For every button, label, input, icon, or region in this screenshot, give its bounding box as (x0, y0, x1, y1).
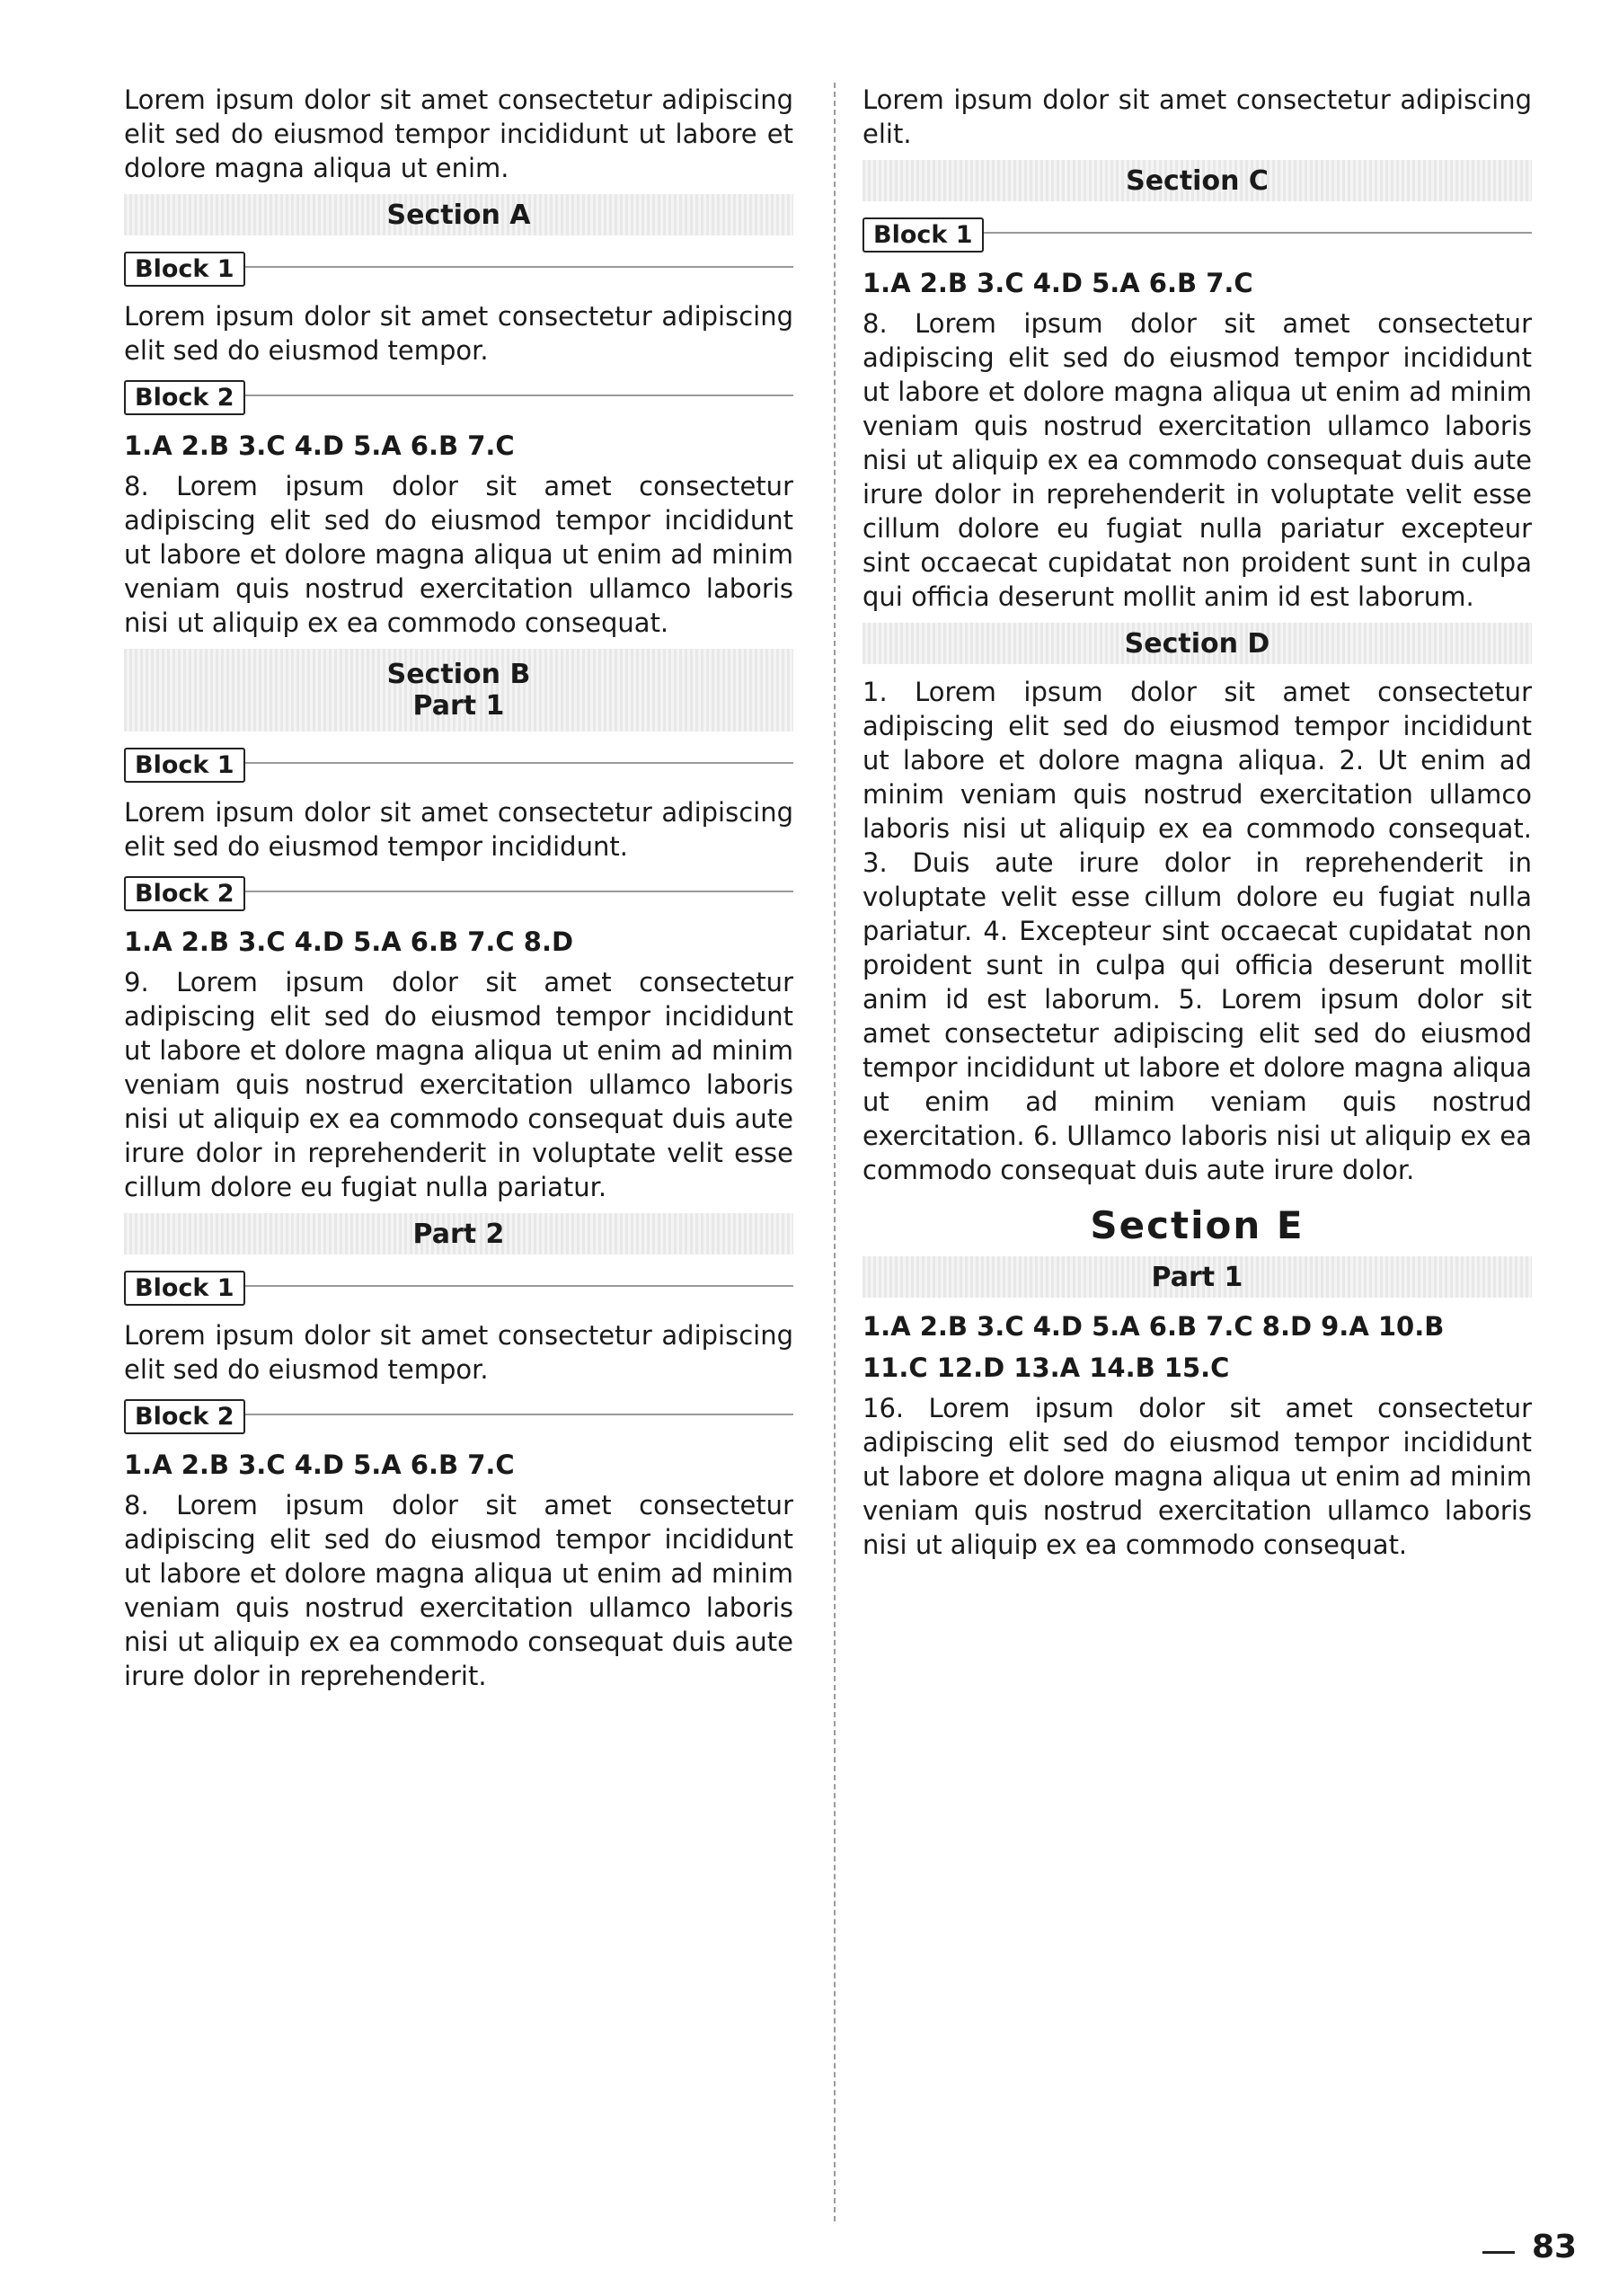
page-dash (1482, 2251, 1515, 2254)
page-number: 83 (1532, 2229, 1578, 2265)
section-e-title: Section E (1090, 1203, 1305, 1247)
answers-c: 1.A 2.B 3.C 4.D 5.A 6.B 7.C (124, 1449, 515, 1480)
keywords-a: Lorem ipsum dolor sit amet consectetur adipiscing elit sed do eiusmod tempor. (124, 301, 793, 366)
section-e1-title: Part 1 (862, 1256, 1532, 1298)
answers-b: 1.A 2.B 3.C 4.D 5.A 6.B 7.C 8.D (124, 926, 574, 957)
block-tag: Block 1 (124, 748, 245, 783)
right-column (862, 83, 1532, 1565)
section-a-title: Section A (124, 194, 793, 235)
column-divider (834, 83, 836, 2221)
section-b-sub: Part 1 (412, 690, 505, 722)
block-tag: Block 2 (124, 1399, 245, 1434)
answers-e-row1: 1.A 2.B 3.C 4.D 5.A 6.B 7.C 8.D 9.A 10.B (862, 1311, 1445, 1342)
answers-e-row2: 11.C 12.D 13.A 14.B 15.C (862, 1352, 1230, 1383)
section-b-title (124, 649, 793, 731)
question-b9: 9. Lorem ipsum dolor sit amet consectetur adipiscing elit sed do eiusmod tempor incididunt ut labore et dolore magna aliqua ut enim ad minim veniam quis nostrud exercitation ullamco laboris nisi ut aliquip ex ea commodo consequat duis aute irure dolor in reprehenderit in voluptate velit esse cillum dolore eu fugiat nulla pariatur. (124, 967, 793, 1202)
question-c8: 8. Lorem ipsum dolor sit amet consectetur adipiscing elit sed do eiusmod tempor incididunt ut labore et dolore magna aliqua ut enim ad minim veniam quis nostrud exercitation ullamco laboris nisi ut aliquip ex ea commodo consequat duis aute irure dolor in reprehenderit. (124, 1490, 793, 1691)
left-column (124, 83, 793, 1697)
section-d-title: Section D (862, 623, 1532, 664)
right-intro: Lorem ipsum dolor sit amet consectetur adipiscing elit. (862, 84, 1532, 149)
keywords-c: Lorem ipsum dolor sit amet consectetur adipiscing elit sed do eiusmod tempor. (124, 1320, 793, 1385)
question-d8: 8. Lorem ipsum dolor sit amet consectetur adipiscing elit sed do eiusmod tempor incididunt ut labore et dolore magna aliqua ut enim ad minim veniam quis nostrud exercitation ullamco laboris nisi ut aliquip ex ea commodo consequat duis aute irure dolor in reprehenderit in voluptate velit esse cillum dolore eu fugiat nulla pariatur excepteur sint occaecat cupidatat non proident sunt in culpa qui officia deserunt mollit anim id est laborum. (862, 308, 1532, 612)
section-d-body: 1. Lorem ipsum dolor sit amet consectetur adipiscing elit sed do eiusmod tempor incididunt ut labore et dolore magna aliqua. 2. Ut enim ad minim veniam quis nostrud exercitation ullamco laboris nisi ut aliquip ex ea commodo consequat. 3. Duis aute irure dolor in reprehenderit in voluptate velit esse cillum dolore eu fugiat nulla pariatur. 4. Excepteur sint occaecat cupidatat non proident sunt in culpa qui officia deserunt mollit anim id est laborum. 5. Lorem ipsum dolor sit amet consectetur adipiscing elit sed do eiusmod tempor incididunt ut labore et dolore magna aliqua ut enim ad minim veniam quis nostrud exercitation. 6. Ullamco laboris nisi ut aliquip ex ea commodo consequat duis aute irure dolor. (862, 677, 1532, 1185)
section-b2-title: Part 2 (124, 1213, 793, 1254)
left-intro: Lorem ipsum dolor sit amet consectetur adipiscing elit sed do eiusmod tempor incididunt ut labore et dolore magna aliqua ut enim. (124, 84, 793, 183)
block-tag: Block 2 (124, 876, 245, 911)
question-a8: 8. Lorem ipsum dolor sit amet consectetur adipiscing elit sed do eiusmod tempor incididunt ut labore et dolore magna aliqua ut enim ad minim veniam quis nostrud exercitation ullamco laboris nisi ut aliquip ex ea commodo consequat. (124, 471, 793, 638)
block-tag: Block 1 (862, 217, 984, 253)
keywords-b: Lorem ipsum dolor sit amet consectetur adipiscing elit sed do eiusmod tempor incididunt. (124, 797, 793, 862)
block-tag: Block 2 (124, 380, 245, 415)
block-tag: Block 1 (124, 252, 245, 287)
question-e16: 16. Lorem ipsum dolor sit amet consectetur adipiscing elit sed do eiusmod tempor incididunt ut labore et dolore magna aliqua ut enim ad minim veniam quis nostrud exercitation ullamco laboris nisi ut aliquip ex ea commodo consequat. (862, 1393, 1532, 1560)
answers-a: 1.A 2.B 3.C 4.D 5.A 6.B 7.C (124, 430, 515, 461)
section-b-main: Section B (386, 659, 531, 690)
answers-d: 1.A 2.B 3.C 4.D 5.A 6.B 7.C (862, 268, 1253, 298)
block-tag: Block 1 (124, 1271, 245, 1306)
section-c-title: Section C (862, 160, 1532, 201)
